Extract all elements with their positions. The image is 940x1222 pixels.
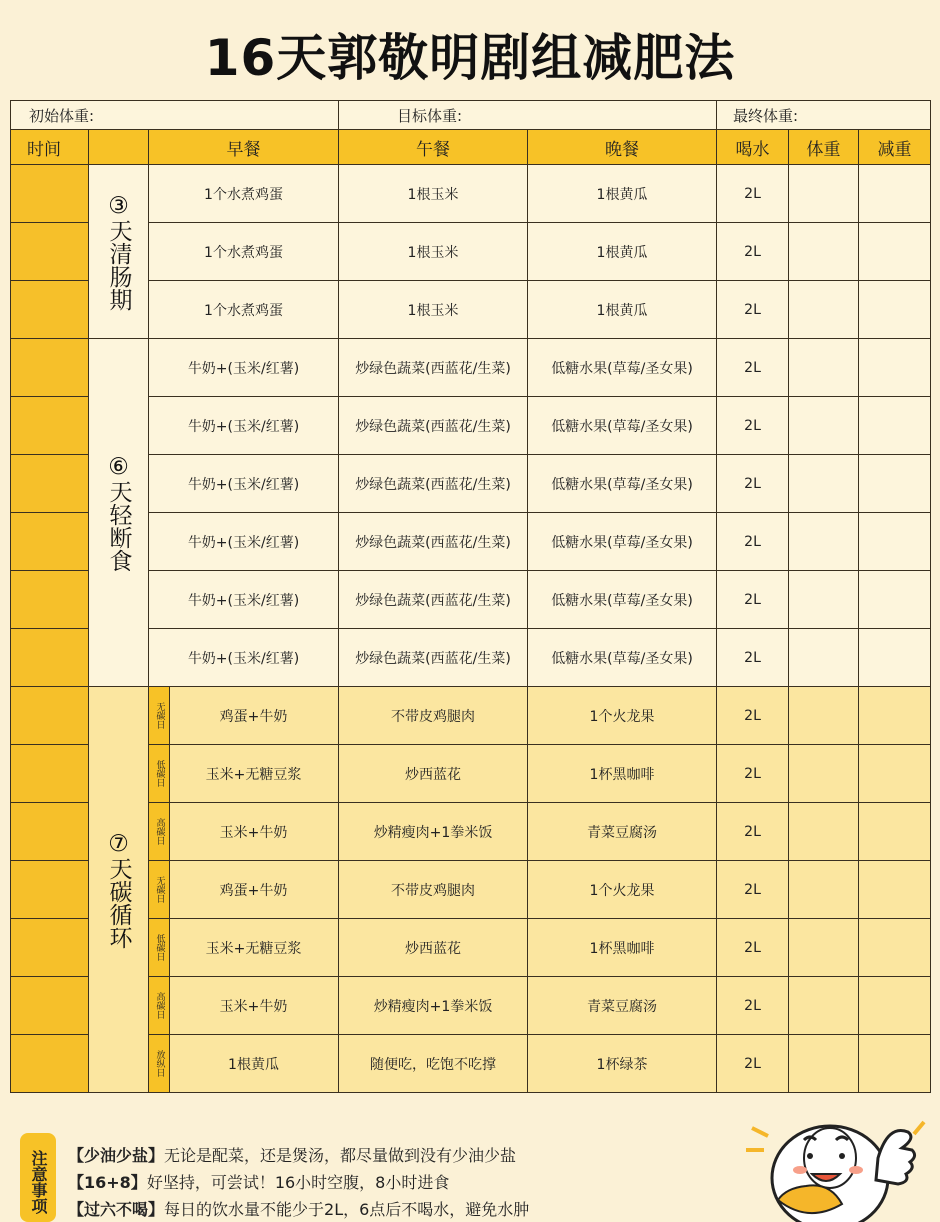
weight-entry-cell[interactable] bbox=[789, 687, 859, 745]
loss-entry-cell[interactable] bbox=[859, 687, 931, 745]
day-row bbox=[11, 629, 931, 687]
carb-day-tag bbox=[149, 1035, 170, 1092]
loss-entry-cell[interactable] bbox=[859, 455, 931, 513]
day-row bbox=[11, 571, 931, 629]
header-water: 喝水 bbox=[717, 130, 789, 165]
carb-day-label: 无碳日 bbox=[154, 702, 165, 729]
water-cell: 2L bbox=[717, 919, 789, 977]
dinner-cell: 1根黄瓜 bbox=[528, 223, 717, 281]
water-cell: 2L bbox=[717, 861, 789, 919]
carb-day-tag bbox=[149, 803, 170, 860]
lunch-cell: 炒精瘦肉+1拳米饭 bbox=[339, 977, 528, 1035]
dinner-cell: 低糖水果(草莓/圣女果) bbox=[528, 339, 717, 397]
day-row bbox=[11, 919, 931, 977]
loss-entry-cell[interactable] bbox=[859, 397, 931, 455]
breakfast-cell bbox=[149, 861, 339, 919]
loss-entry-cell[interactable] bbox=[859, 861, 931, 919]
date-cell[interactable] bbox=[11, 977, 89, 1035]
water-cell: 2L bbox=[717, 745, 789, 803]
breakfast-text: 玉米+牛奶 bbox=[219, 998, 288, 1015]
breakfast-cell bbox=[149, 977, 339, 1035]
water-cell: 2L bbox=[717, 165, 789, 223]
day-row bbox=[11, 1035, 931, 1093]
dinner-cell: 青菜豆腐汤 bbox=[528, 803, 717, 861]
weight-entry-cell[interactable] bbox=[789, 977, 859, 1035]
date-cell[interactable] bbox=[11, 223, 89, 281]
water-cell: 2L bbox=[717, 455, 789, 513]
carb-day-label: 高碳日 bbox=[154, 992, 165, 1019]
weight-entry-cell[interactable] bbox=[789, 165, 859, 223]
weight-entry-cell[interactable] bbox=[789, 397, 859, 455]
water-cell: 2L bbox=[717, 223, 789, 281]
date-cell[interactable] bbox=[11, 339, 89, 397]
water-cell: 2L bbox=[717, 339, 789, 397]
breakfast-cell: 牛奶+(玉米/红薯) bbox=[149, 397, 339, 455]
day-row bbox=[11, 861, 931, 919]
loss-entry-cell[interactable] bbox=[859, 165, 931, 223]
phase-label: ③天清肠期 bbox=[105, 192, 132, 311]
breakfast-cell: 牛奶+(玉米/红薯) bbox=[149, 455, 339, 513]
header-lunch: 午餐 bbox=[339, 130, 528, 165]
water-cell: 2L bbox=[717, 571, 789, 629]
weight-entry-cell[interactable] bbox=[789, 513, 859, 571]
start-weight-label: 初始体重: bbox=[11, 101, 339, 130]
header-dinner: 晚餐 bbox=[528, 130, 717, 165]
lunch-cell: 1根玉米 bbox=[339, 281, 528, 339]
lunch-cell: 炒西蓝花 bbox=[339, 745, 528, 803]
breakfast-text: 鸡蛋+牛奶 bbox=[219, 708, 288, 725]
loss-entry-cell[interactable] bbox=[859, 571, 931, 629]
breakfast-text: 玉米+无糖豆浆 bbox=[205, 940, 302, 957]
loss-entry-cell[interactable] bbox=[859, 513, 931, 571]
dinner-cell: 低糖水果(草莓/圣女果) bbox=[528, 397, 717, 455]
carb-day-label: 高碳日 bbox=[154, 818, 165, 845]
weight-entry-cell[interactable] bbox=[789, 571, 859, 629]
breakfast-cell bbox=[149, 803, 339, 861]
lunch-cell: 不带皮鸡腿肉 bbox=[339, 687, 528, 745]
loss-entry-cell[interactable] bbox=[859, 223, 931, 281]
header-row bbox=[11, 130, 931, 165]
breakfast-cell bbox=[149, 687, 339, 745]
header-loss: 减重 bbox=[859, 130, 931, 165]
day-row bbox=[11, 339, 931, 397]
dinner-cell: 1杯黑咖啡 bbox=[528, 919, 717, 977]
lunch-cell: 炒绿色蔬菜(西蓝花/生菜) bbox=[339, 571, 528, 629]
breakfast-cell: 1个水煮鸡蛋 bbox=[149, 165, 339, 223]
breakfast-cell: 牛奶+(玉米/红薯) bbox=[149, 571, 339, 629]
date-cell[interactable] bbox=[11, 397, 89, 455]
phase-cell bbox=[89, 687, 149, 1093]
breakfast-cell bbox=[149, 1035, 339, 1093]
date-cell[interactable] bbox=[11, 571, 89, 629]
header-time: 时间 bbox=[11, 130, 89, 165]
note-key: 【少油少盐】 bbox=[68, 1146, 165, 1165]
note-key: 【16+8】 bbox=[68, 1173, 147, 1192]
day-row bbox=[11, 687, 931, 745]
breakfast-cell: 牛奶+(玉米/红薯) bbox=[149, 513, 339, 571]
note-key: 【过六不喝】 bbox=[68, 1200, 165, 1219]
water-cell: 2L bbox=[717, 513, 789, 571]
day-row bbox=[11, 803, 931, 861]
weight-entry-cell[interactable] bbox=[789, 861, 859, 919]
carb-day-label: 放纵日 bbox=[154, 1050, 165, 1077]
water-cell: 2L bbox=[717, 397, 789, 455]
dinner-cell: 1杯绿茶 bbox=[528, 1035, 717, 1093]
dinner-cell: 1杯黑咖啡 bbox=[528, 745, 717, 803]
date-cell[interactable] bbox=[11, 1035, 89, 1093]
lunch-cell: 随便吃，吃饱不吃撑 bbox=[339, 1035, 528, 1093]
phase-cell bbox=[89, 165, 149, 339]
water-cell: 2L bbox=[717, 1035, 789, 1093]
day-row bbox=[11, 223, 931, 281]
day-row bbox=[11, 977, 931, 1035]
thumbs-up-mascot-icon bbox=[738, 1088, 938, 1222]
lunch-cell: 1根玉米 bbox=[339, 223, 528, 281]
breakfast-cell bbox=[149, 919, 339, 977]
breakfast-cell: 牛奶+(玉米/红薯) bbox=[149, 339, 339, 397]
weight-entry-cell[interactable] bbox=[789, 629, 859, 687]
page-title: 16天郭敬明剧组减肥法 bbox=[204, 29, 736, 87]
weight-entry-cell[interactable] bbox=[789, 281, 859, 339]
lunch-cell: 炒绿色蔬菜(西蓝花/生菜) bbox=[339, 339, 528, 397]
carb-day-label: 低碳日 bbox=[154, 760, 165, 787]
date-cell[interactable] bbox=[11, 861, 89, 919]
lunch-cell: 炒绿色蔬菜(西蓝花/生菜) bbox=[339, 629, 528, 687]
loss-entry-cell[interactable] bbox=[859, 629, 931, 687]
note-line bbox=[68, 1199, 529, 1221]
phase-label: ⑥天轻断食 bbox=[105, 453, 132, 572]
carb-day-tag bbox=[149, 861, 170, 918]
weight-entry-cell[interactable] bbox=[789, 803, 859, 861]
breakfast-text: 玉米+无糖豆浆 bbox=[205, 766, 302, 783]
weight-entry-cell[interactable] bbox=[789, 745, 859, 803]
header-weight: 体重 bbox=[789, 130, 859, 165]
day-row bbox=[11, 745, 931, 803]
note-text: 好坚持，可尝试！16小时空腹，8小时进食 bbox=[146, 1173, 450, 1192]
water-cell: 2L bbox=[717, 977, 789, 1035]
header-breakfast: 早餐 bbox=[149, 130, 339, 165]
dinner-cell: 青菜豆腐汤 bbox=[528, 977, 717, 1035]
water-cell: 2L bbox=[717, 629, 789, 687]
loss-entry-cell[interactable] bbox=[859, 977, 931, 1035]
breakfast-cell: 1个水煮鸡蛋 bbox=[149, 223, 339, 281]
loss-entry-cell[interactable] bbox=[859, 803, 931, 861]
dinner-cell: 1根黄瓜 bbox=[528, 165, 717, 223]
date-cell[interactable] bbox=[11, 165, 89, 223]
breakfast-cell bbox=[149, 745, 339, 803]
notes-label: 注意事项 bbox=[20, 1133, 56, 1222]
date-cell[interactable] bbox=[11, 687, 89, 745]
dinner-cell: 低糖水果(草莓/圣女果) bbox=[528, 513, 717, 571]
day-row bbox=[11, 165, 931, 223]
header-phase bbox=[89, 130, 149, 165]
date-cell[interactable] bbox=[11, 281, 89, 339]
loss-entry-cell[interactable] bbox=[859, 339, 931, 397]
breakfast-text: 玉米+牛奶 bbox=[219, 824, 288, 841]
note-text: 每日的饮水量不能少于2L，6点后不喝水，避免水肿 bbox=[164, 1200, 530, 1219]
weight-info-row bbox=[11, 101, 931, 130]
lunch-cell: 炒精瘦肉+1拳米饭 bbox=[339, 803, 528, 861]
weight-entry-cell[interactable] bbox=[789, 1035, 859, 1093]
diet-plan-table bbox=[10, 100, 931, 1093]
dinner-cell: 低糖水果(草莓/圣女果) bbox=[528, 629, 717, 687]
dinner-cell: 1个火龙果 bbox=[528, 687, 717, 745]
weight-entry-cell[interactable] bbox=[789, 455, 859, 513]
carb-day-label: 无碳日 bbox=[154, 876, 165, 903]
lunch-cell: 1根玉米 bbox=[339, 165, 528, 223]
date-cell[interactable] bbox=[11, 513, 89, 571]
day-row bbox=[11, 281, 931, 339]
breakfast-text: 鸡蛋+牛奶 bbox=[219, 882, 288, 899]
note-line bbox=[68, 1172, 449, 1194]
loss-entry-cell[interactable] bbox=[859, 919, 931, 977]
notes-section bbox=[20, 1133, 720, 1222]
date-cell[interactable] bbox=[11, 629, 89, 687]
dinner-cell: 1根黄瓜 bbox=[528, 281, 717, 339]
carb-day-tag bbox=[149, 687, 170, 744]
day-row bbox=[11, 397, 931, 455]
target-weight-label: 目标体重: bbox=[339, 101, 717, 130]
note-text: 无论是配菜，还是煲汤，都尽量做到没有少油少盐 bbox=[164, 1146, 517, 1165]
dinner-cell: 1个火龙果 bbox=[528, 861, 717, 919]
carb-day-tag bbox=[149, 745, 170, 802]
breakfast-cell: 牛奶+(玉米/红薯) bbox=[149, 629, 339, 687]
breakfast-text: 1根黄瓜 bbox=[228, 1056, 279, 1073]
date-cell[interactable] bbox=[11, 455, 89, 513]
carb-day-tag bbox=[149, 919, 170, 976]
note-line bbox=[68, 1145, 516, 1167]
date-cell[interactable] bbox=[11, 745, 89, 803]
water-cell: 2L bbox=[717, 687, 789, 745]
weight-entry-cell[interactable] bbox=[789, 919, 859, 977]
water-cell: 2L bbox=[717, 803, 789, 861]
date-cell[interactable] bbox=[11, 803, 89, 861]
lunch-cell: 炒绿色蔬菜(西蓝花/生菜) bbox=[339, 455, 528, 513]
weight-entry-cell[interactable] bbox=[789, 223, 859, 281]
breakfast-cell: 1个水煮鸡蛋 bbox=[149, 281, 339, 339]
lunch-cell: 炒西蓝花 bbox=[339, 919, 528, 977]
lunch-cell: 不带皮鸡腿肉 bbox=[339, 861, 528, 919]
water-cell: 2L bbox=[717, 281, 789, 339]
carb-day-tag bbox=[149, 977, 170, 1034]
lunch-cell: 炒绿色蔬菜(西蓝花/生菜) bbox=[339, 513, 528, 571]
carb-day-label: 低碳日 bbox=[154, 934, 165, 961]
dinner-cell: 低糖水果(草莓/圣女果) bbox=[528, 455, 717, 513]
loss-entry-cell[interactable] bbox=[859, 745, 931, 803]
dinner-cell: 低糖水果(草莓/圣女果) bbox=[528, 571, 717, 629]
date-cell[interactable] bbox=[11, 919, 89, 977]
phase-label: ⑦天碳循环 bbox=[105, 830, 132, 949]
day-row bbox=[11, 455, 931, 513]
lunch-cell: 炒绿色蔬菜(西蓝花/生菜) bbox=[339, 397, 528, 455]
loss-entry-cell[interactable] bbox=[859, 281, 931, 339]
weight-entry-cell[interactable] bbox=[789, 339, 859, 397]
loss-entry-cell[interactable] bbox=[859, 1035, 931, 1093]
final-weight-label: 最终体重: bbox=[717, 101, 931, 130]
phase-cell bbox=[89, 339, 149, 687]
day-row bbox=[11, 513, 931, 571]
